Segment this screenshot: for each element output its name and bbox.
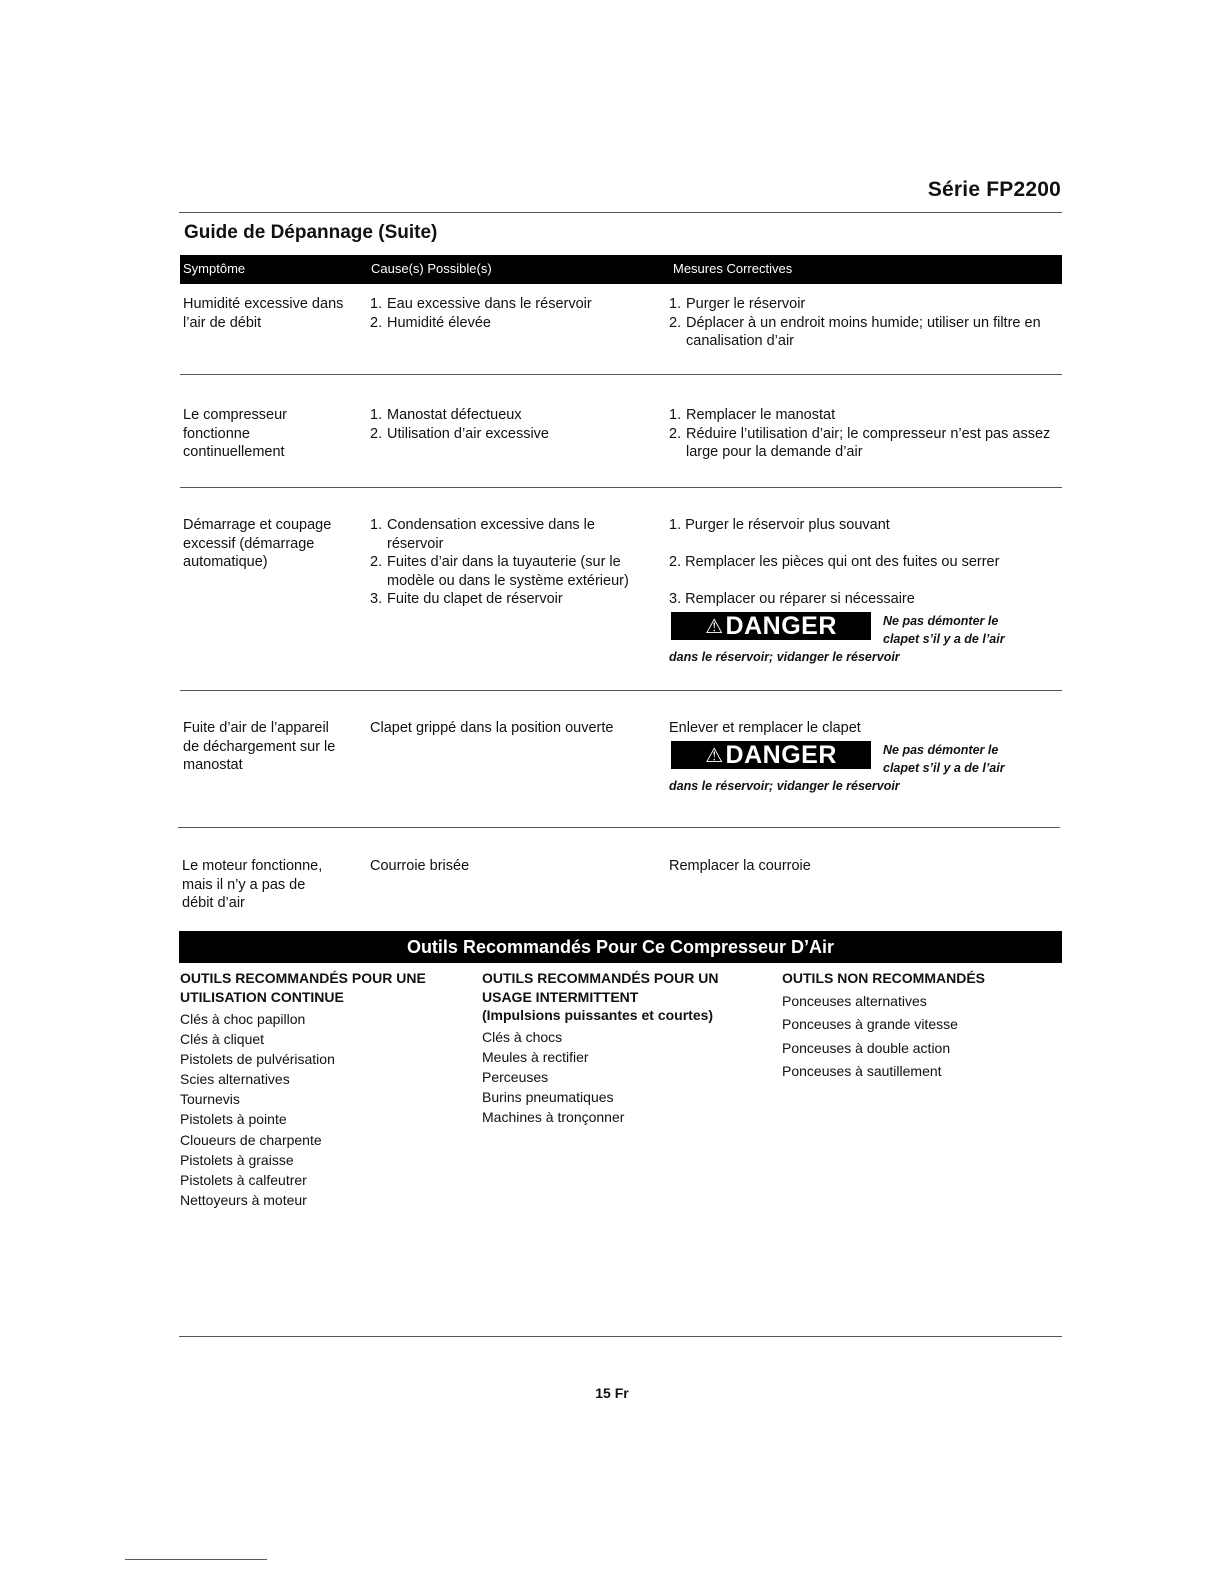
list-item: 1. Purger le réservoir xyxy=(669,296,806,312)
symptom-line: fonctionne xyxy=(183,425,250,442)
row-4-fix: Enlever et remplacer le clapet xyxy=(669,720,861,736)
list-item: 3. Fuite du clapet de réservoir xyxy=(370,591,563,607)
symptom-line: Le moteur fonctionne, xyxy=(182,858,323,874)
column-header-symptom: Symptôme xyxy=(183,261,246,276)
tools-intermittent-list xyxy=(482,1027,782,1127)
tools-not-recommended-heading: OUTILS NON RECOMMANDÉS xyxy=(782,970,985,986)
tools-not-recommended xyxy=(782,969,1072,1084)
danger-warning xyxy=(669,612,1049,678)
list-item: 1. Manostat défectueux xyxy=(370,407,522,423)
list-item: Clés à choc papillon xyxy=(180,1011,306,1027)
list-item: Meules à rectifier xyxy=(482,1048,589,1065)
column-header-causes: Cause(s) Possible(s) xyxy=(371,261,492,276)
tools-continuous xyxy=(180,969,480,1210)
tools-intermittent xyxy=(482,969,782,1127)
danger-badge: ⚠DANGER xyxy=(671,612,871,640)
danger-message: Ne pas démonter le clapet s’il y a de l’air dans le réservoir; vidanger le réservoir xyxy=(669,614,1005,664)
footer-rule xyxy=(179,1336,1062,1337)
list-item: 3. Remplacer ou réparer si nécessaire xyxy=(669,591,915,607)
row-4-cause: Clapet grippé dans la position ouverte xyxy=(370,720,614,736)
row-2-causes xyxy=(370,406,650,443)
row-1-fixes xyxy=(669,295,1069,351)
list-item: 2. Déplacer à un endroit moins humide; utiliser un filtre en canalisation d’air xyxy=(669,314,1041,349)
row-5-cause: Courroie brisée xyxy=(370,858,470,874)
symptom-line: Démarrage et coupage xyxy=(183,517,332,533)
list-item: 2. Utilisation d’air excessive xyxy=(370,425,549,442)
list-item: 1. Condensation excessive dans le réservoir xyxy=(370,517,595,552)
row-4-symptom xyxy=(183,719,363,775)
list-item: Clés à chocs xyxy=(482,1028,563,1045)
row-3-symptom xyxy=(183,516,363,572)
symptom-line: manostat xyxy=(183,757,243,773)
link-underline xyxy=(125,1559,267,1560)
column-header-fixes: Mesures Correctives xyxy=(673,261,793,276)
table-header xyxy=(180,255,1062,284)
tools-continuous-heading: OUTILS RECOMMANDÉS POUR UNE UTILISATION CONTINUE xyxy=(180,970,426,1005)
symptom-line: Fuite d’air de l’appareil xyxy=(183,720,329,736)
list-item: 2. Remplacer les pièces qui ont des fuites ou serrer xyxy=(669,554,1000,570)
warning-triangle-icon: ⚠ xyxy=(705,616,724,638)
list-item: Machines à tronçonner xyxy=(482,1108,625,1125)
list-item: 1. Purger le réservoir plus souvant xyxy=(669,517,890,533)
list-item: 1. Eau excessive dans le réservoir xyxy=(370,296,592,312)
tools-intermittent-heading: OUTILS RECOMMANDÉS POUR UN USAGE INTERMITTENT (Impulsions puissantes et courtes) xyxy=(482,970,719,1023)
list-item: 2. Fuites d’air dans la tuyauterie (sur le modèle ou dans le système extérieur) xyxy=(370,554,629,589)
danger-badge: ⚠DANGER xyxy=(671,741,871,769)
list-item: 2. Humidité élevée xyxy=(370,314,491,331)
row-1-symptom xyxy=(183,295,363,332)
row-divider xyxy=(180,487,1062,488)
list-item: Pistolets à pointe xyxy=(180,1111,287,1128)
page-number: 15 Fr xyxy=(595,1385,629,1401)
row-2-symptom xyxy=(183,406,363,462)
row-2-fixes xyxy=(669,406,1054,462)
list-item: Ponceuses à grande vitesse xyxy=(782,1016,958,1032)
list-item: Tournevis xyxy=(180,1091,240,1108)
symptom-line: l’air de débit xyxy=(183,314,262,331)
list-item: Clés à cliquet xyxy=(180,1031,265,1048)
symptom-line: Humidité excessive dans xyxy=(183,296,344,312)
guide-title: Guide de Dépannage (Suite) xyxy=(184,222,438,243)
row-5-fix: Remplacer la courroie xyxy=(669,858,811,874)
list-item: Burins pneumatiques xyxy=(482,1088,614,1105)
list-item: Perceuses xyxy=(482,1068,549,1085)
list-item: Scies alternatives xyxy=(180,1071,290,1088)
symptom-line: automatique) xyxy=(183,554,268,570)
symptom-line: de déchargement sur le xyxy=(183,738,336,755)
row-divider xyxy=(180,374,1062,375)
list-item: 2. Réduire l’utilisation d’air; le compresseur n’est pas assez large pour la demande d’air xyxy=(669,425,1051,460)
tools-continuous-list xyxy=(180,1009,480,1210)
symptom-line: débit d’air xyxy=(182,895,245,911)
list-item: Ponceuses à sautillement xyxy=(782,1063,942,1079)
row-divider xyxy=(178,827,1060,828)
symptom-line: continuellement xyxy=(183,444,285,460)
list-item: Nettoyeurs à moteur xyxy=(180,1191,307,1208)
danger-message: Ne pas démonter le clapet s’il y a de l’air dans le réservoir; vidanger le réservoir xyxy=(669,743,1005,793)
list-item: Pistolets à calfeutrer xyxy=(180,1171,307,1188)
list-item: Pistolets de pulvérisation xyxy=(180,1051,335,1068)
list-item: 1. Remplacer le manostat xyxy=(669,407,836,423)
list-item: Pistolets à graisse xyxy=(180,1151,294,1168)
row-1-causes xyxy=(370,295,650,332)
tools-section-title: Outils Recommandés Pour Ce Compresseur D’Air xyxy=(179,931,1062,963)
tools-not-recommended-list xyxy=(782,990,1072,1084)
row-divider xyxy=(180,690,1062,691)
row-3-causes xyxy=(370,516,660,609)
list-item: Cloueurs de charpente xyxy=(180,1131,322,1148)
symptom-line: Le compresseur xyxy=(183,407,287,423)
header-rule xyxy=(179,212,1062,213)
danger-warning xyxy=(669,741,1049,807)
series-title: Série FP2200 xyxy=(927,178,1061,201)
list-item: Ponceuses à double action xyxy=(782,1039,951,1056)
warning-triangle-icon: ⚠ xyxy=(705,745,724,767)
list-item: Ponceuses alternatives xyxy=(782,992,927,1009)
row-5-symptom xyxy=(182,857,362,913)
symptom-line: excessif (démarrage xyxy=(183,535,315,552)
symptom-line: mais il n’y a pas de xyxy=(182,876,306,893)
